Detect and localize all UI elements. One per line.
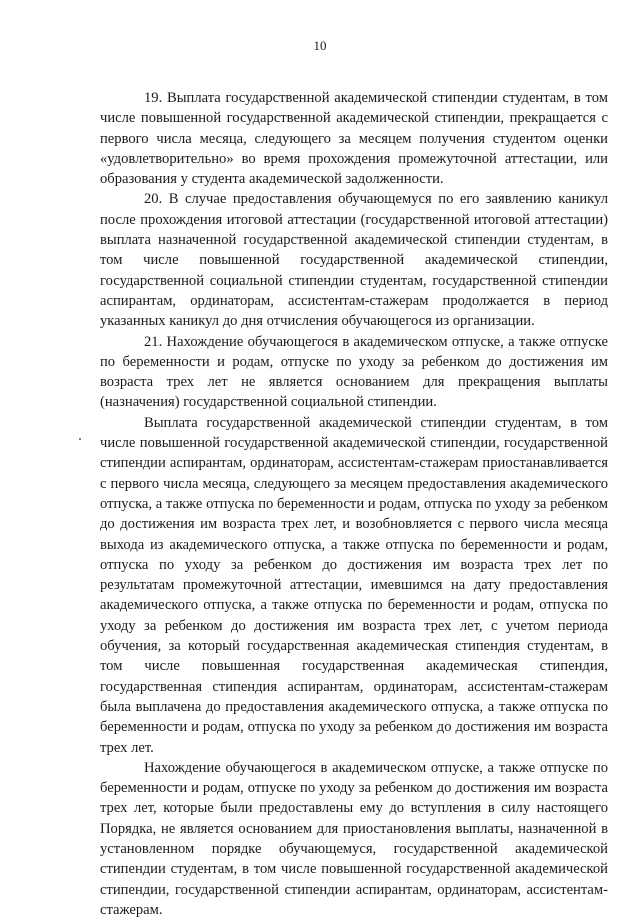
paragraph-21-prior-leave: Нахождение обучающегося в академическом отпуске, а также отпуске по беременности и родам, отпуске по уходу за ребенком до достижения им возраста трех лет, которые были предоставлены ему до вступления в силу настоящего Порядка, не является основанием для приостановления выплаты, назначенной в установленном порядке обучающемуся, государственной академической стипендии студентам, в том числе повышенной государственной академической стипендии, государственной стипендии аспирантам, ординаторам, ассистентам-стажерам. (100, 759, 608, 918)
paragraph-20: 20. В случае предоставления обучающемуся по его заявлению каникул после прохождения итоговой аттестации (государственной итоговой аттестации) выплата назначенной государственной академической стипендии студентам, в том числе повышенной государственной академической стипендии, государственной социальной стипендии студентам, государственной стипендии аспирантам, ординаторам, ассистентам-стажерам продолжается в период указанных каникул до дня отчисления обучающегося из организации. (100, 191, 608, 330)
page-number: 10 (313, 38, 327, 53)
paragraph-21-stipend-suspension: Выплата государственной академической стипендии студентам, в том числе повышенной государственной академической стипендии, государственной стипендии аспирантам, ординаторам, ассистентам-стажерам приостанавливается с первого числа месяца, следующего за месяцем предоставления академического отпуска, а также отпуска по беременности и родам, отпуска по уходу за ребенком до достижения им возраста трех лет, и возобновляется с первого числа месяца выхода из академического отпуска, а также отпуска по беременности и родам, отпуска по уходу за ребенком до достижения им возраста трех лет по результатам промежуточной аттестации, имевшимся на дату предоставления академического отпуска, а также отпуска по беременности и родам, отпуска по уходу за ребенком до достижения им возраста трех лет, с учетом периода обучения, за который государственная академическая стипендия студентам, в том числе повышенная государственная академическая стипендия, государственная стипендия аспирантам, ординаторам, ассистентам-стажерам была выплачена до предоставления академического отпуска, а также отпуска по беременности и родам, отпуска по уходу за ребенком до достижения им возраста трех лет. (100, 414, 608, 756)
paragraph-19: 19. Выплата государственной академической стипендии студентам, в том числе повышенной государственной академической стипендии, прекращается с первого числа месяца, следующего за месяцем получения студентом оценки «удовлетворительно» во время прохождения промежуточной аттестации, или образования у студента академической задолженности. (100, 90, 608, 188)
scan-speck (79, 438, 81, 440)
paragraph-21: 21. Нахождение обучающегося в академическом отпуске, а также отпуске по беременности и родам, отпуске по уходу за ребенком до достижения им возраста трех лет не является основанием для прекращения выплаты (назначения) государственной социальной стипендии. (100, 333, 608, 411)
document-body (100, 88, 608, 920)
